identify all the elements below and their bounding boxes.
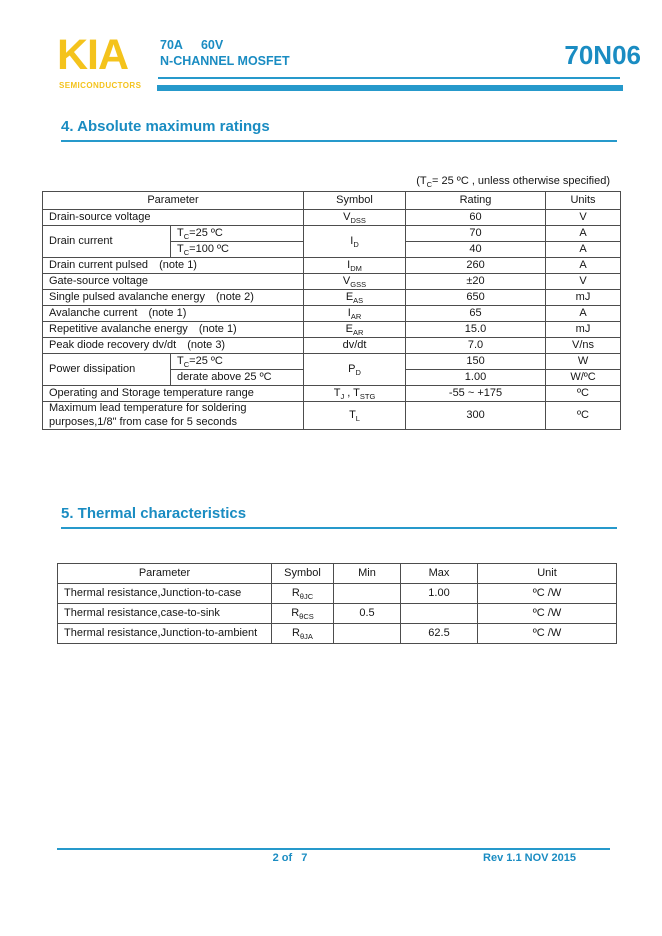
note-text: (T [416,175,427,187]
param-cell [43,258,304,274]
table-row [43,290,621,306]
symbol-base: V [343,211,351,224]
col-header-parameter: Parameter [58,564,272,584]
symbol-cell: dv/dt [304,338,406,354]
table-row [43,210,621,226]
param-line-2: purposes,1/8" from case for 5 seconds [49,415,237,428]
table-row [58,624,617,644]
param-cell: Operating and Storage temperature range [43,386,304,402]
symbol-cell [304,306,406,322]
cond-rest: =25 ºC [189,355,223,368]
col-header-symbol: Symbol [304,192,406,210]
param-note: (note 1) [159,259,197,272]
symbol-base: I [350,235,354,248]
rating-cell: 300 [406,402,546,430]
note-subscript: C [426,180,433,190]
symbol-sub: DSS [350,216,366,226]
part-number: 70N06 [564,40,641,70]
min-cell: 0.5 [334,604,401,624]
rating-cell: 150 [406,354,546,370]
symbol-sub: θJC [299,592,314,602]
table-row [43,274,621,290]
table-row [43,402,621,430]
units-cell: V [546,274,621,290]
symbol-sub: θCS [299,612,314,622]
param-cell: Gate-source voltage [43,274,304,290]
param-text: Repetitive avalanche energy [49,323,188,336]
rating-cell: 60 [406,210,546,226]
symbol-sub: DM [350,264,362,274]
symbol-cell [304,402,406,430]
symbol-separator: , T [344,387,360,400]
symbol-sub: GSS [350,280,367,290]
table-row [43,386,621,402]
table-row [43,322,621,338]
device-ratings [160,38,290,54]
symbol-sub: AR [350,312,362,322]
table-header-row [43,192,621,210]
device-type: N-CHANNEL MOSFET [160,53,290,68]
thermal-characteristics-table [57,563,617,644]
device-current: 70A [160,38,183,52]
symbol-cell [304,386,406,402]
units-cell: mJ [546,322,621,338]
symbol-cell [304,274,406,290]
rating-cell: 65 [406,306,546,322]
max-cell: 1.00 [401,584,478,604]
table-row [58,584,617,604]
units-cell: A [546,258,621,274]
symbol-base: I [347,307,351,320]
rating-cell: 1.00 [406,370,546,386]
param-note: (note 2) [215,291,254,304]
symbol-cell [304,210,406,226]
cond-base: T [177,227,184,240]
col-header-rating: Rating [406,192,546,210]
units-cell: ºC [546,386,621,402]
cond-sub: C [183,248,190,258]
table-header-row [58,564,617,584]
param-cell [43,322,304,338]
param-cell [43,290,304,306]
max-cell [401,604,478,624]
footer-rule [57,848,610,850]
param-note: (note 1) [198,323,237,336]
symbol-base: R [291,607,300,620]
cond-rest: =100 ºC [189,243,229,256]
symbol-cell [304,322,406,338]
cond-base: T [177,355,184,368]
symbol-base: R [292,627,300,640]
table-row [43,354,621,370]
param-cell: Drain-source voltage [43,210,304,226]
symbol-cell [304,258,406,274]
header-rule-thin [158,77,620,79]
units-cell: A [546,306,621,322]
col-header-min: Min [334,564,401,584]
cond-rest: =25 ºC [189,227,223,240]
table-row [43,306,621,322]
symbol-base: I [347,259,351,272]
param-cell: Thermal resistance,Junction-to-case [58,584,272,604]
rating-cell: 650 [406,290,546,306]
section-5-title: 5. Thermal characteristics [61,505,617,529]
symbol-sub: STG [359,392,376,402]
col-header-symbol: Symbol [272,564,334,584]
symbol-cell [304,226,406,258]
min-cell [334,624,401,644]
units-cell: W [546,354,621,370]
footer-revision: Rev 1.1 NOV 2015 [483,852,576,864]
param-cell: Drain current [43,226,171,258]
symbol-sub: AS [353,296,364,306]
cond-base: T [177,243,184,256]
rating-cell: 260 [406,258,546,274]
units-cell: V [546,210,621,226]
device-voltage: 60V [200,38,224,52]
footer-page-number: 2 of 7 [272,852,308,864]
symbol-base: R [291,587,300,600]
col-header-max: Max [401,564,478,584]
param-note: (note 1) [148,307,187,320]
symbol-cell [272,584,334,604]
param-line-1: Maximum lead temperature for soldering [49,402,247,415]
param-text: Peak diode recovery dv/dt [49,339,177,352]
unit-cell: ºC /W [478,624,617,644]
absolute-maximum-ratings-table [42,191,621,430]
rating-cell: ±20 [406,274,546,290]
cond-sub: C [183,360,190,370]
units-cell: A [546,242,621,258]
header-rule-thick [157,85,623,91]
brand-tagline: SEMICONDUCTORS [59,81,142,90]
rating-cell: -55 ~ +175 [406,386,546,402]
param-cell: Power dissipation [43,354,171,386]
symbol-base: P [348,363,356,376]
symbol-cell [304,290,406,306]
units-cell: mJ [546,290,621,306]
symbol-base: T [349,409,356,422]
col-header-units: Units [546,192,621,210]
param-cell [43,338,304,354]
rating-cell: 40 [406,242,546,258]
units-cell: V/ns [546,338,621,354]
unit-cell: ºC /W [478,584,617,604]
table-row [43,226,621,242]
param-cell [43,402,304,430]
col-header-parameter: Parameter [43,192,304,210]
cond-sub: C [183,232,190,242]
unit-cell: ºC /W [478,604,617,624]
rating-cell: 7.0 [406,338,546,354]
condition-cell [171,226,304,242]
symbol-sub: D [355,368,361,378]
symbol-sub: θJA [300,632,313,642]
rating-cell: 70 [406,226,546,242]
symbol-cell [272,624,334,644]
units-cell: A [546,226,621,242]
param-text: Avalanche current [49,307,138,320]
symbol-sub: L [355,414,360,424]
col-header-unit: Unit [478,564,617,584]
brand-logo: KIA [57,31,129,79]
param-text: Single pulsed avalanche energy [49,291,205,304]
condition-cell: derate above 25 ºC [171,370,304,386]
symbol-cell [272,604,334,624]
param-cell [43,306,304,322]
symbol-sub: AR [352,328,364,338]
table-row [43,258,621,274]
note-text: = 25 ºC , unless otherwise specified) [432,175,610,187]
table-row [58,604,617,624]
device-summary [160,38,290,69]
symbol-base: E [345,323,353,336]
param-note: (note 3) [187,339,226,352]
condition-cell [171,242,304,258]
max-cell: 62.5 [401,624,478,644]
symbol-sub: J [340,392,345,402]
param-cell: Thermal resistance,case-to-sink [58,604,272,624]
units-cell: ºC [546,402,621,430]
symbol-base: V [342,275,351,288]
param-text: Drain current pulsed [49,259,149,272]
condition-cell [171,354,304,370]
min-cell [334,584,401,604]
param-cell: Thermal resistance,Junction-to-ambient [58,624,272,644]
symbol-cell [304,354,406,386]
symbol-sub: D [353,240,359,250]
symbol-base: E [345,291,354,304]
section-4-title: 4. Absolute maximum ratings [61,118,617,142]
test-condition-note [290,175,610,190]
symbol-base: T [333,387,341,400]
rating-cell: 15.0 [406,322,546,338]
table-row [43,338,621,354]
units-cell: W/ºC [546,370,621,386]
